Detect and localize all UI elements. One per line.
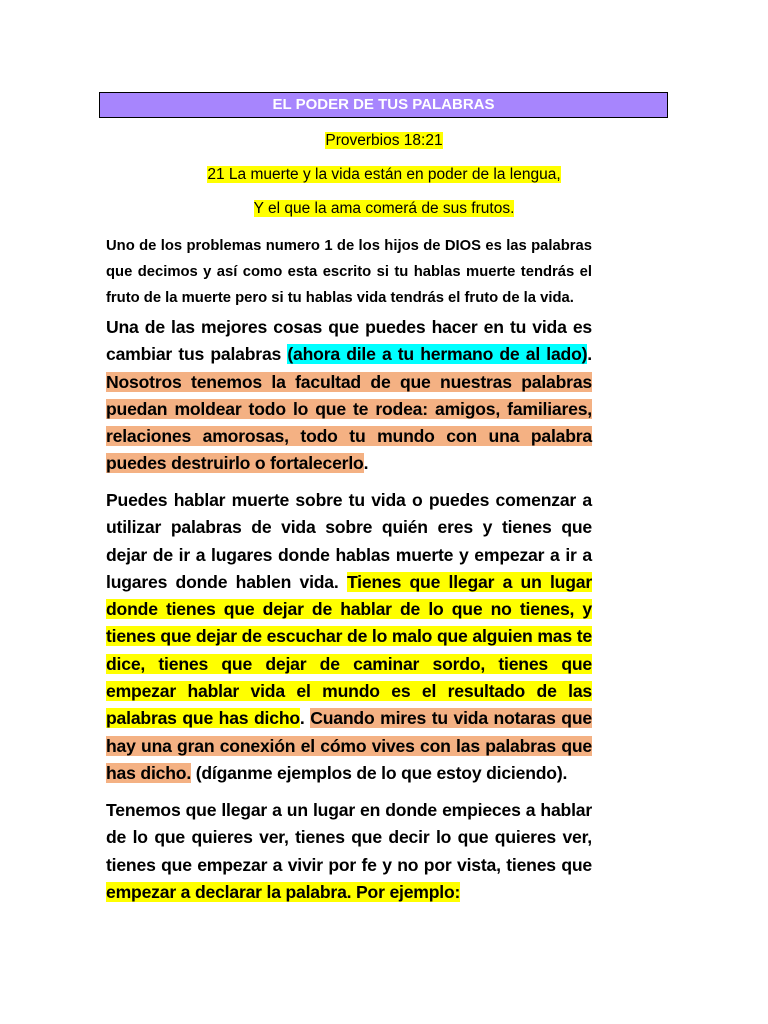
paragraph-1-text-e: . — [363, 453, 369, 474]
paragraph-2-orange-highlight: Cuando mires tu vida notaras que hay una gran conexión el cómo vives con las palabras que has dicho. — [106, 708, 592, 783]
paragraph-2 — [106, 487, 592, 787]
verse-reference: Proverbios 18:21 — [325, 132, 443, 149]
paragraph-1-text-c: . — [587, 344, 592, 365]
paragraph-1-orange-highlight: Nosotros tenemos la facultad de que nuestras palabras puedan moldear todo lo que te rodea: amigos, familiares, relaciones amorosas, todo tu mundo con una palabra puedes destruirlo o fortalecerlo — [106, 371, 592, 474]
paragraph-1-text-a: Una de las mejores cosas que puedes hacer en tu vida es cambiar tus palabras — [106, 317, 592, 365]
paragraph-2-yellow-highlight: Tienes que llegar a un lugar donde tienes que dejar de hablar de lo que no tienes, y tienes que dejar de escuchar de lo malo que alguien mas te dice, tienes que dejar de caminar sordo, tienes que empezar hablar vida el mundo es el resultado de las palabras que has dicho — [106, 571, 592, 729]
verse-line-1 — [0, 166, 768, 184]
verse-line-2 — [0, 200, 768, 218]
intro-paragraph: Uno de los problemas numero 1 de los hijos de DIOS es las palabras que decimos y así como esta escrito si tu hablas muerte tendrás el fruto de la muerte pero si tu hablas vida tendrás el fruto de la vida. — [106, 238, 592, 306]
verse-text-1: 21 La muerte y la vida están en poder de la lengua, — [207, 166, 561, 183]
paragraph-3-yellow-highlight: empezar a declarar la palabra. Por ejemplo: — [106, 881, 461, 902]
paragraph-3 — [106, 797, 592, 906]
document-title: EL PODER DE TUS PALABRAS — [99, 92, 668, 118]
verse-reference-line — [0, 132, 768, 150]
paragraph-3-text-a: Tenemos que llegar a un lugar en donde empieces a hablar de lo que quieres ver, tienes que decir lo que quieres ver, tienes que empezar a vivir por fe y no por vista, tienes que — [106, 800, 592, 875]
paragraph-2-text-a: Puedes hablar muerte sobre tu vida o puedes comenzar a utilizar palabras de vida sobre quién eres y tienes que dejar de ir a lugares donde hablas muerte y empezar a ir a lugares donde hablen vida. — [106, 490, 592, 592]
paragraph-2-text-c: . — [299, 708, 311, 729]
verse-text-2: Y el que la ama comerá de sus frutos. — [253, 200, 515, 217]
paragraph-1-cyan-highlight: (ahora dile a tu hermano de al lado) — [287, 344, 588, 365]
paragraph-1 — [106, 314, 592, 478]
paragraph-2-text-e: (díganme ejemplos de lo que estoy diciendo). — [191, 762, 568, 783]
